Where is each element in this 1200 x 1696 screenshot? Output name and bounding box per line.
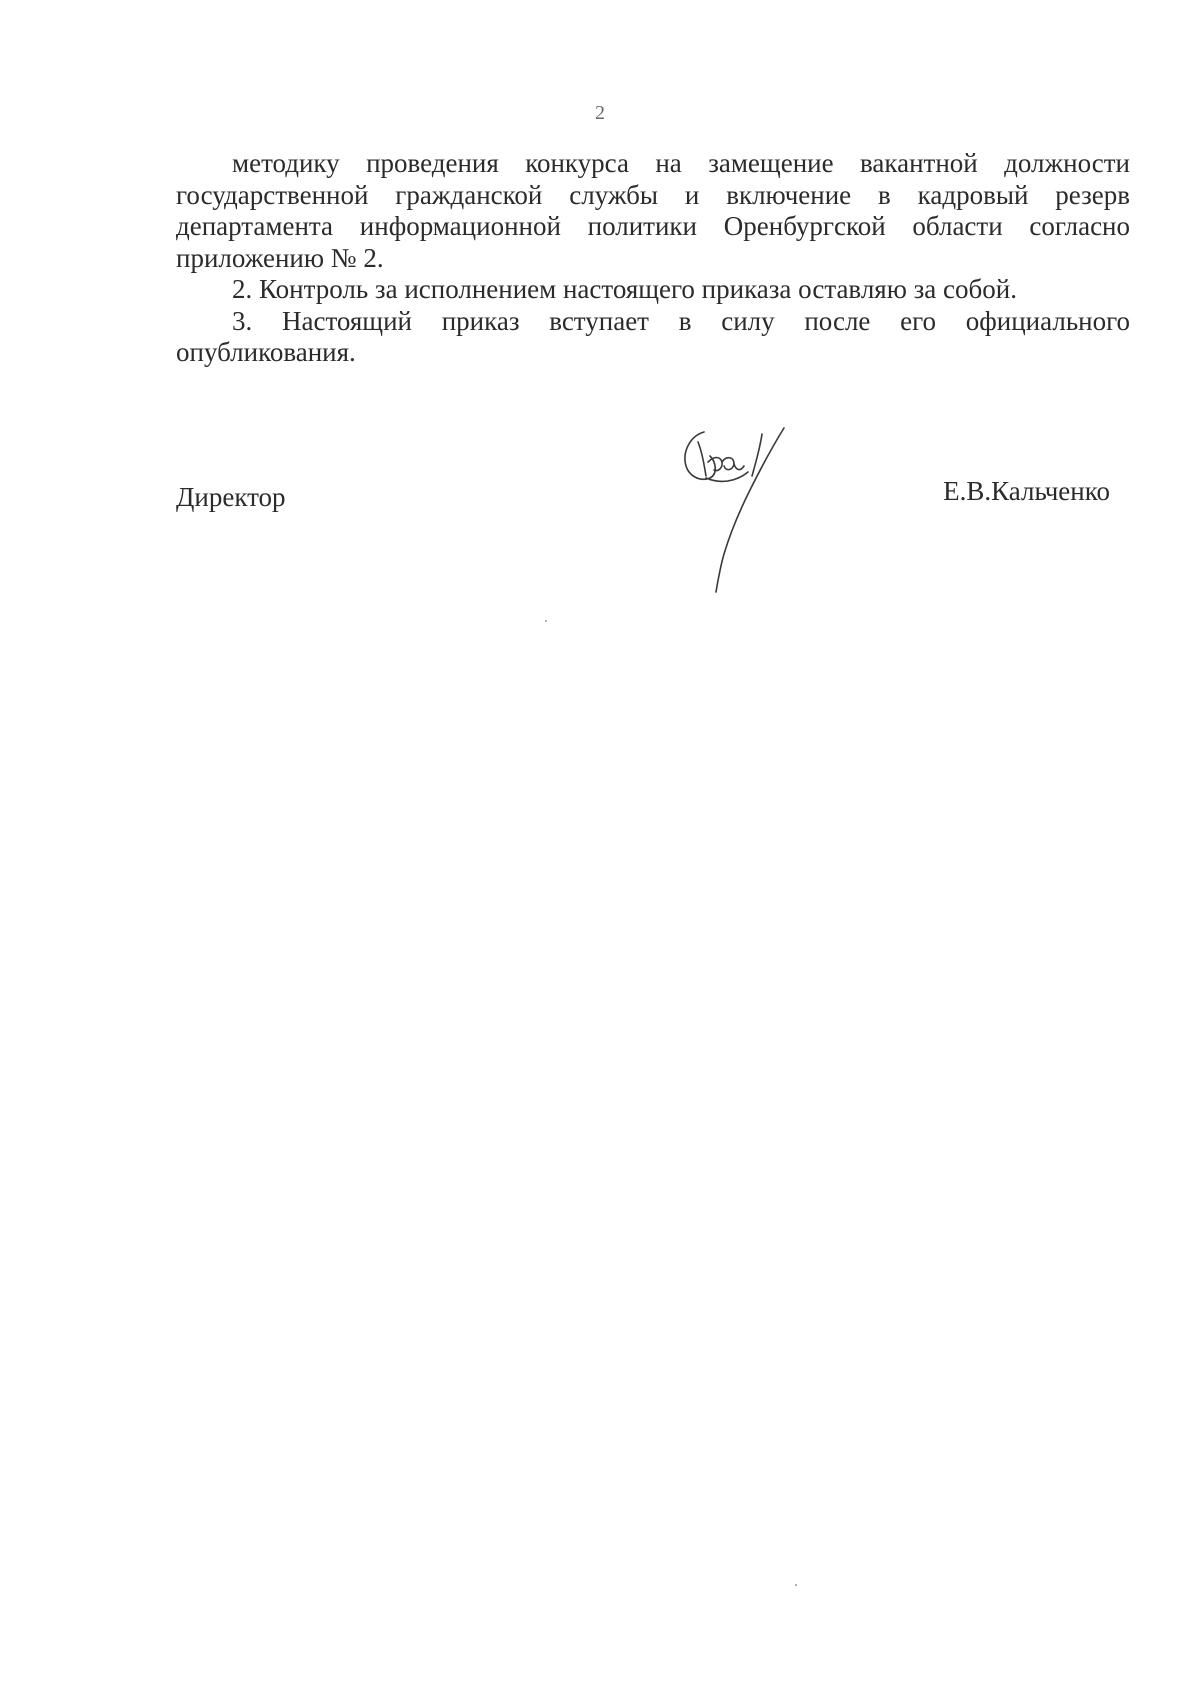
scan-speck (545, 620, 547, 622)
signer-position: Директор (176, 482, 286, 512)
document-body (176, 148, 1130, 369)
signer-name: Е.В.Кальченко (943, 476, 1110, 506)
scan-speck (795, 1584, 797, 1586)
signature-block (176, 470, 1130, 610)
page-number: 2 (595, 102, 605, 124)
handwritten-signature-icon (676, 426, 806, 596)
item-2: 2. Контроль за исполнением настоящего приказа оставляю за собой. (232, 274, 1017, 304)
paragraph-continued: методику проведения конкурса на замещение вакантной должности государственной гражданской службы и включение в кадровый резерв департамента информационной политики Оренбургской области согласно приложению № 2. (176, 148, 1130, 273)
item-3: 3. Настоящий приказ вступает в силу после его официального опубликования. (176, 305, 1130, 367)
